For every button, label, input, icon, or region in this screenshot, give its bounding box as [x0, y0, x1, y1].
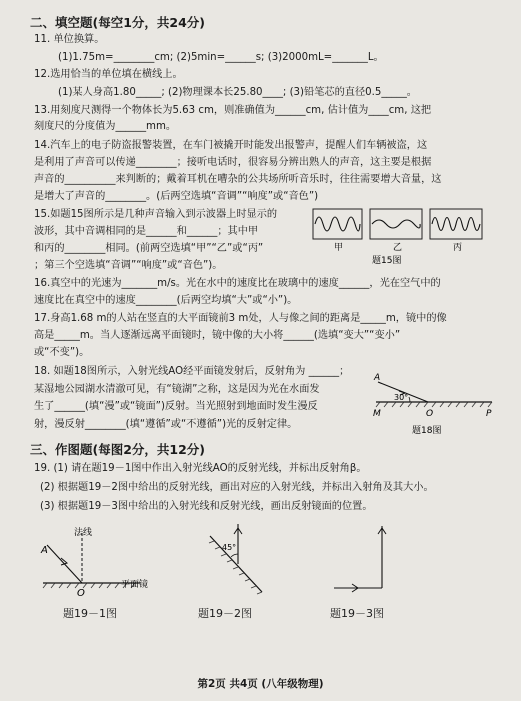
fig19-1-label-normal: 法线: [74, 528, 93, 538]
q17-line3: 或“不变”)。: [34, 347, 90, 358]
fig15-caption: 题15图: [372, 256, 402, 266]
fig19-3-caption: 题19－3图: [330, 607, 384, 620]
q16-line2: 速度比在真空中的速度________(后两空均填“大”或“小”)。: [34, 295, 298, 306]
fig18-label-M: M: [373, 409, 381, 419]
figure-19-1: [35, 525, 175, 600]
figure-19-3: [330, 518, 410, 603]
q17-line1: 17.身高1.68 m的人站在竖直的大平面镜前3 m处，人与像之间的距离是_____m，镜中的像: [34, 313, 447, 324]
fig18-label-O: O: [426, 409, 434, 419]
q14-line2: 是利用了声音可以传递________；接听电话时，很容易分辨出熟人的声音，这主要是根据: [34, 157, 432, 168]
q14-line1: 14.汽车上的电子防盗报警装置，在车门被撬开时能发出报警声，提醒人们车辆被盗，这: [34, 140, 428, 151]
fig18-angle: 30°: [394, 393, 409, 402]
q18-line3: 生了______(填“漫”或“镜面”)反射。当光照射到地面时发生漫反: [34, 401, 318, 412]
q15-line4: ；第三个空选填“音调”“响度”或“音色”)。: [34, 260, 223, 271]
fig19-2-caption: 题19－2图: [198, 607, 252, 620]
page-footer: 第2页 共4页 (八年级物理): [197, 678, 324, 690]
figure-15-waveforms: [312, 206, 487, 266]
q16-line1: 16.真空中的光速为_______m/s。光在水中的速度比在玻璃中的速度______，光在空气中的: [34, 278, 441, 289]
figure-19-2: [200, 520, 280, 605]
fig15-label-jia: 甲: [334, 243, 344, 253]
q12-items: (1)某人身高1.80_____; (2)物理课本长25.80____; (3)铅笔芯的直径0.5_____。: [58, 87, 417, 98]
q15-line1: 15.如题15图所示是几种声音输入到示波器上时显示的: [34, 209, 278, 220]
q19-line1: 19. (1) 请在题19－1图中作出入射光线AO的反射光线，并标出反射角β。: [34, 463, 367, 474]
fig19-1-label-O: O: [77, 588, 85, 599]
fig19-2-angle: 45°: [222, 543, 237, 552]
section3-title: 三、作图题(每图2分，共12分): [30, 442, 206, 457]
q11-title: 11. 单位换算。: [34, 34, 105, 45]
fig18-label-A: A: [374, 373, 381, 383]
q17-line2: 高是_____m。当人逐渐远离平面镜时，镜中像的大小将______(选填“变大”“变小”: [34, 330, 401, 341]
q13-line2: 刻度尺的分度值为______mm。: [34, 121, 177, 132]
fig15-label-yi: 乙: [393, 243, 403, 253]
q11-items: (1)1.75m=________cm; (2)5min=______s; (3)2000mL=_______L。: [58, 52, 384, 63]
q19-line3: (3) 根据题19－3图中给出的入射光线和反射光线，画出反射镜面的位置。: [40, 501, 373, 512]
q12-title: 12.选用恰当的单位填在横线上。: [34, 69, 183, 80]
q18-line2: 某湿地公园湖水清澈可见，有“镜湖”之称，这是因为光在水面发: [34, 384, 320, 395]
section2-title: 二、填空题(每空1分，共24分): [30, 15, 206, 30]
q13-line1: 13.用刻度尺测得一个物体长为5.63 cm，则准确值为______cm, 估计值为____cm, 这把: [34, 105, 432, 116]
q19-line2: (2) 根据题19－2图中给出的反射光线，画出对应的入射光线，并标出入射角及其大小。: [40, 482, 434, 493]
q14-line4: 是增大了声音的________。(后两空选填“音调”“响度”或“音色”): [34, 191, 319, 202]
figure-18: [372, 362, 502, 437]
fig19-1-label-mirror: 平面镜: [121, 580, 149, 590]
q14-line3: 声音的__________来判断的；戴着耳机在嘈杂的公共场所听音乐时，往往需要增大音量，这: [34, 174, 442, 185]
q15-line3: 和丙的________相同。(前两空选填“甲”“乙”或“丙”: [34, 243, 264, 254]
fig18-caption: 题18图: [412, 426, 442, 436]
fig18-label-P: P: [486, 409, 492, 419]
q18-line1: 18. 如题18图所示，入射光线AO经平面镜发射后，反射角为 ______；: [34, 366, 350, 377]
fig19-1-caption: 题19－1图: [63, 607, 117, 620]
q15-line2: 波形，其中音调相同的是______和______；其中甲: [34, 226, 259, 237]
fig19-1-label-A: A: [41, 545, 48, 556]
fig15-label-bing: 丙: [453, 243, 463, 253]
q18-line4: 射，漫反射________(填“遵循”或“不遵循”)光的反射定律。: [34, 419, 298, 430]
